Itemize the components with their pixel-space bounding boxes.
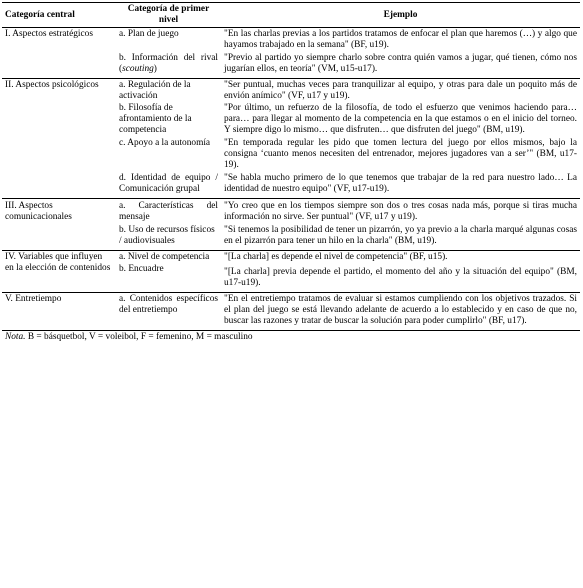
- table-row: [2, 28, 580, 52]
- table-row: [2, 223, 580, 251]
- header-first-level-category: Categoría de primer nivel: [116, 3, 221, 28]
- table-header-row: [2, 3, 580, 28]
- central-category-cell: II. Aspectos psicológicos: [5, 80, 99, 90]
- table-row: [2, 136, 580, 171]
- header-central-category: Categoría central: [2, 3, 116, 28]
- table-note: [2, 331, 580, 344]
- table-row: [2, 293, 580, 331]
- example-cell: "[La charla] es depende el nivel de competencia" (BF, u15).: [224, 252, 448, 262]
- example-cell: "Si tenemos la posibilidad de tener un pizarrón, yo ya previo a la charla marqué algunas cosas en el pizarrón para tener un hilo en la charla" (BM, u19).: [221, 223, 580, 251]
- header-example: Ejemplo: [221, 3, 580, 28]
- example-cell: "Yo creo que en los tiempos siempre son dos o tres cosas nada más, porque si tiras mucha información no sirve. Ser puntual" (VF, u17 y u19).: [224, 201, 577, 222]
- first-level-cell: d. Identidad de equipo / Comunicación grupal: [116, 171, 221, 199]
- first-level-cell: b. Filosofía de afrontamiento de la competencia: [119, 103, 192, 135]
- table-row: [2, 199, 580, 224]
- central-category-cell: [2, 136, 116, 171]
- central-category-cell: [2, 171, 116, 199]
- table-row: [2, 79, 580, 103]
- first-level-italic-text: scouting: [122, 64, 154, 74]
- first-level-cell: b. Uso de recursos físicos / audiovisuales: [116, 223, 221, 251]
- example-cell: "En las charlas previas a los partidos tratamos de enfocar el plan que haremos (…) y algo que hayamos trabajado en la semana" (BF, u19).: [224, 29, 577, 50]
- example-cell: "[La charla] previa depende el partido, el momento del año y la situación del equipo" (BM, u17-u19).: [221, 263, 580, 293]
- first-level-cell: c. Apoyo a la autonomía: [119, 138, 211, 148]
- example-cell: "Ser puntual, muchas veces para tranquilizar al equipo, y otras para dale un poquito más de envión anímico" (VF, u17 y u19).: [224, 80, 577, 101]
- first-level-text: b. Información del rival (: [119, 53, 218, 74]
- table-row: [2, 102, 580, 136]
- central-category-cell: III. Aspectos comunicacionales: [5, 201, 72, 222]
- note-label: Nota.: [5, 332, 26, 342]
- central-category-cell: IV. Variables que influyen en la elección de contenidos: [2, 251, 116, 293]
- first-level-cell: b. Encuadre: [116, 263, 221, 293]
- first-level-cell: a. Características del mensaje: [119, 201, 218, 222]
- table-row: [2, 51, 580, 79]
- example-cell: "Se habla mucho primero de lo que tenemos que trabajar de la red para nuestro lado… La identidad de nuestro equipo" (VF, u17-u19).: [221, 171, 580, 199]
- first-level-cell: [116, 51, 221, 79]
- example-cell: "Por último, un refuerzo de la filosofía, de todo el esfuerzo que venimos haciendo para… para… para llegar al momento de la competencia en la que estamos o en el inicio del torneo. Y siempre digo lo mismo… que disfruten… que disfruten del juego" (BM, u19).: [224, 103, 577, 135]
- example-cell: "En temporada regular les pido que tomen lectura del juego por ellos mismos, bajo la consigna ‘cuanto menos necesiten del entrenador, mejores jugadores van a ser’" (BM, u17-19).: [224, 138, 577, 170]
- table-row: [2, 171, 580, 199]
- central-category-cell: [2, 51, 116, 79]
- first-level-text-end: ): [153, 64, 157, 74]
- first-level-cell: a. Plan de juego: [119, 29, 179, 39]
- central-category-cell: V. Entretiempo: [2, 293, 116, 331]
- central-category-cell: [2, 102, 116, 136]
- table-row: [2, 251, 580, 264]
- first-level-cell: a. Regulación de la activación: [119, 80, 191, 101]
- categories-table: [2, 2, 580, 331]
- example-cell: "Previo al partido yo siempre charlo sobre contra quién vamos a jugar, qué tienen, cómo nos jugarían ellos, en teoría" (VM, u15-u17).: [221, 51, 580, 79]
- first-level-cell: a. Nivel de competencia: [119, 252, 210, 262]
- example-cell: "En el entretiempo tratamos de evaluar si estamos cumpliendo con los objetivos trazados. Si el plan del juego se está llevando adelante de acuerdo a lo establecido y en caso de que no, buscar las razones y tratar de buscar la solución para poder cumplirlo" (BF, u17).: [221, 293, 580, 331]
- central-category-cell: I. Aspectos estratégicos: [5, 29, 93, 39]
- note-text: B = básquetbol, V = voleibol, F = femenino, M = masculino: [25, 332, 253, 342]
- first-level-cell: a. Contenidos específicos del entretiempo: [116, 293, 221, 331]
- central-category-cell: [2, 223, 116, 251]
